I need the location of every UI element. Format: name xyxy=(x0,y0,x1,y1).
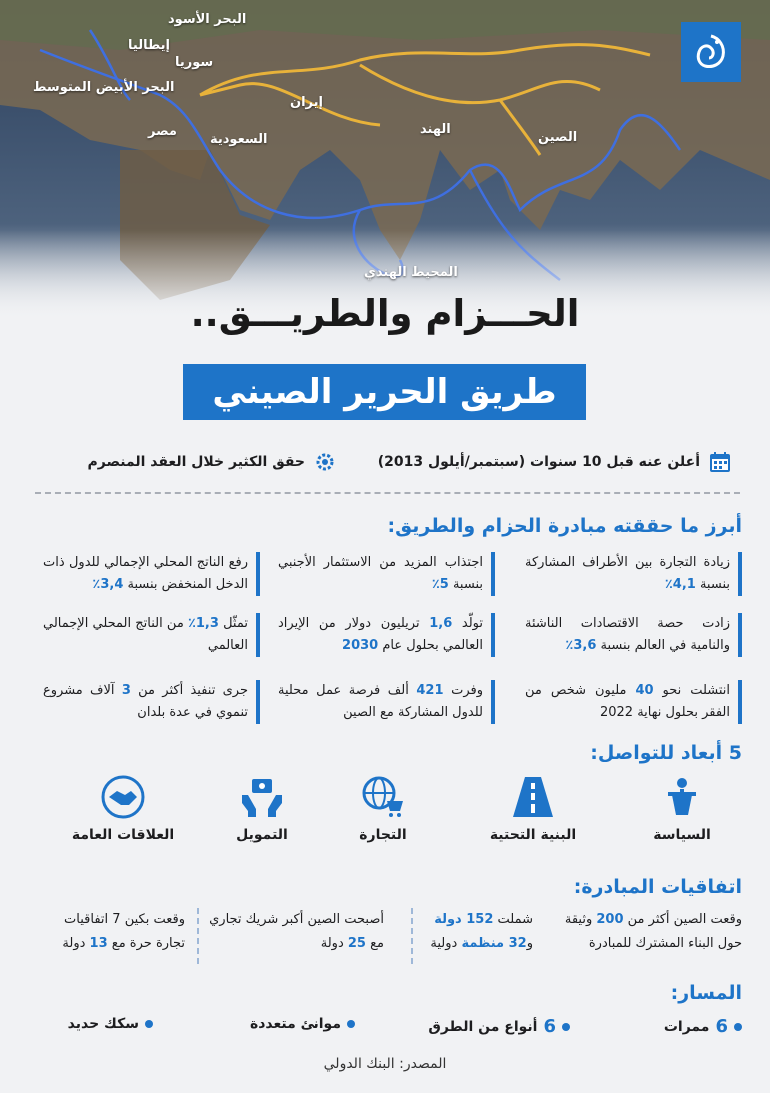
bullet-icon xyxy=(734,1023,742,1031)
route-map xyxy=(0,0,770,320)
achievement-text: جرى تنفيذ أكثر من xyxy=(130,683,248,698)
agreement-value: 32 منظمة xyxy=(461,936,527,951)
achievement-text: ألف فرصة عمل محلية للدول المشاركة مع الصين xyxy=(278,683,483,720)
achievement-value: 3,6٪ xyxy=(565,638,597,653)
announced-text: أعلن عنه قبل 10 سنوات (سبتمبر/أيلول 2013) xyxy=(377,454,700,470)
achievement-item xyxy=(278,613,495,657)
achievement-text: تولّد xyxy=(452,616,483,631)
agreement-item xyxy=(547,908,742,964)
achievement-item xyxy=(43,552,260,596)
achievement-value: 5٪ xyxy=(431,577,449,592)
dimension-label: التجارة xyxy=(359,827,407,843)
agreement-value: 200 xyxy=(596,912,624,927)
handshake-icon xyxy=(101,775,145,819)
agreement-value: 152 دولة xyxy=(434,912,494,927)
map-label-india: الهند xyxy=(420,122,451,137)
agreement-text: أصبحت الصين أكبر شريك تجاري مع xyxy=(209,912,384,951)
achievement-value: 1,3٪ xyxy=(187,616,219,631)
sub-title: طريق الحرير الصيني xyxy=(183,364,586,420)
gear-icon xyxy=(313,450,337,474)
agreement-text: دولية xyxy=(430,936,462,951)
achievement-value: 2030 xyxy=(342,638,379,653)
achievement-value: 40 xyxy=(635,683,654,698)
achievement-text: من الناتج المحلي الإجمالي العالمي xyxy=(43,616,248,653)
globe-cart-icon xyxy=(361,775,405,819)
dimension-infrastructure xyxy=(458,775,608,843)
dimension-finance xyxy=(187,775,337,843)
main-title: الحـــزام والطريـــق.. xyxy=(190,292,580,335)
bullet-icon xyxy=(145,1020,153,1028)
agreement-text: دولة xyxy=(320,936,348,951)
map-label-iran: إيران xyxy=(290,95,323,110)
achievement-text: تريليون دولار من الإيراد العالمي بحلول عام xyxy=(278,616,483,653)
dimension-politics xyxy=(607,775,757,843)
achievement-text: رفع الناتج المحلي الإجمالي للدول ذات الدخل المنخفض بنسبة xyxy=(43,555,248,592)
achievement-item xyxy=(525,613,742,657)
map-label-italy: إيطاليا xyxy=(128,38,170,53)
achievement-item xyxy=(43,680,260,724)
agreement-text: و xyxy=(526,936,533,951)
road-icon xyxy=(511,775,555,819)
achievement-value: 421 xyxy=(416,683,444,698)
calendar-icon xyxy=(708,450,732,474)
route-number: 6 xyxy=(715,1016,728,1037)
route-item xyxy=(250,1016,355,1032)
route-item xyxy=(428,1016,570,1037)
agreement-text: وثيقة حول البناء المشترك للمبادرة xyxy=(564,912,742,951)
bullet-icon xyxy=(562,1023,570,1031)
route-item xyxy=(68,1016,153,1032)
route-text: ممرات xyxy=(663,1018,710,1035)
route-number: 6 xyxy=(543,1016,556,1037)
dimension-label: البنية التحتية xyxy=(489,827,577,843)
achievement-text: انتشلت نحو xyxy=(653,683,731,698)
hands-money-icon xyxy=(240,775,284,819)
achievement-value: 1,6 xyxy=(429,616,453,631)
achievement-value: 3 xyxy=(121,683,131,698)
achieved-info xyxy=(87,450,337,474)
agreement-item xyxy=(197,908,384,964)
aljazeera-logo xyxy=(681,22,741,82)
source-note: المصدر: البنك الدولي xyxy=(323,1056,447,1072)
achievement-item xyxy=(525,552,742,596)
map-label-saudi: السعودية xyxy=(210,132,268,147)
achievement-item xyxy=(278,552,495,596)
achievement-text: وفرت xyxy=(443,683,483,698)
achievement-item xyxy=(278,680,495,724)
achievement-item xyxy=(525,680,742,724)
agreement-value: 25 xyxy=(347,936,366,951)
achievement-text: تمثّل xyxy=(218,616,248,631)
dimension-public-relations xyxy=(48,775,198,843)
route-text: موانئ متعددة xyxy=(249,1016,341,1032)
agreement-text: وقعت الصين أكثر من xyxy=(623,912,742,927)
bullet-icon xyxy=(347,1020,355,1028)
agreement-text: وقعت بكين 7 اتفاقيات تجارة حرة مع xyxy=(64,912,185,951)
achieved-text: حقق الكثير خلال العقد المنصرم xyxy=(87,454,305,470)
announced-info xyxy=(378,450,732,474)
map-label-black-sea: البحر الأسود xyxy=(168,12,247,27)
agreement-value: 13 xyxy=(89,936,108,951)
achievement-text: زيادة التجارة بين الأطراف المشاركة بنسبة xyxy=(525,555,730,592)
aljazeera-logo-icon xyxy=(689,30,733,74)
map-label-china: الصين xyxy=(538,130,578,145)
achievement-text: زادت حصة الاقتصادات الناشئة والنامية في العالم بنسبة xyxy=(525,616,730,653)
agreement-item xyxy=(411,908,533,964)
achievement-text: اجتذاب المزيد من الاستثمار الأجنبي بنسبة xyxy=(278,555,483,592)
achievements-title: أبرز ما حققته مبادرة الحزام والطريق: xyxy=(387,515,742,537)
route-title: المسار: xyxy=(670,982,742,1004)
map-label-mediterranean: البحر الأبيض المتوسط xyxy=(33,80,175,95)
achievement-item xyxy=(43,613,260,657)
agreement-text: دولة xyxy=(62,936,90,951)
dimension-label: التمويل xyxy=(236,827,288,843)
map-label-indian-ocean: المحيط الهندي xyxy=(364,265,458,280)
section-divider xyxy=(35,492,740,494)
dimension-label: السياسة xyxy=(653,827,711,843)
route-text: سكك حديد xyxy=(67,1016,139,1032)
route-item xyxy=(664,1016,742,1037)
agreement-text: شملت xyxy=(493,912,533,927)
dimensions-title: 5 أبعاد للتواصل: xyxy=(590,742,742,764)
achievement-text: مليون شخص من الفقر بحلول نهاية 2022 xyxy=(525,683,730,720)
achievement-text: آلاف مشروع تنموي في عدة بلدان xyxy=(43,683,248,720)
achievement-value: 3,4٪ xyxy=(92,577,124,592)
route-text: أنواع من الطرق xyxy=(428,1018,538,1035)
agreements-title: اتفاقيات المبادرة: xyxy=(573,876,742,898)
achievement-value: 4,1٪ xyxy=(664,577,696,592)
map-label-egypt: مصر xyxy=(148,124,177,139)
map-label-syria: سوريا xyxy=(175,55,214,70)
agreement-item xyxy=(27,908,185,964)
dimension-label: العلاقات العامة xyxy=(71,827,175,843)
podium-icon xyxy=(660,775,704,819)
